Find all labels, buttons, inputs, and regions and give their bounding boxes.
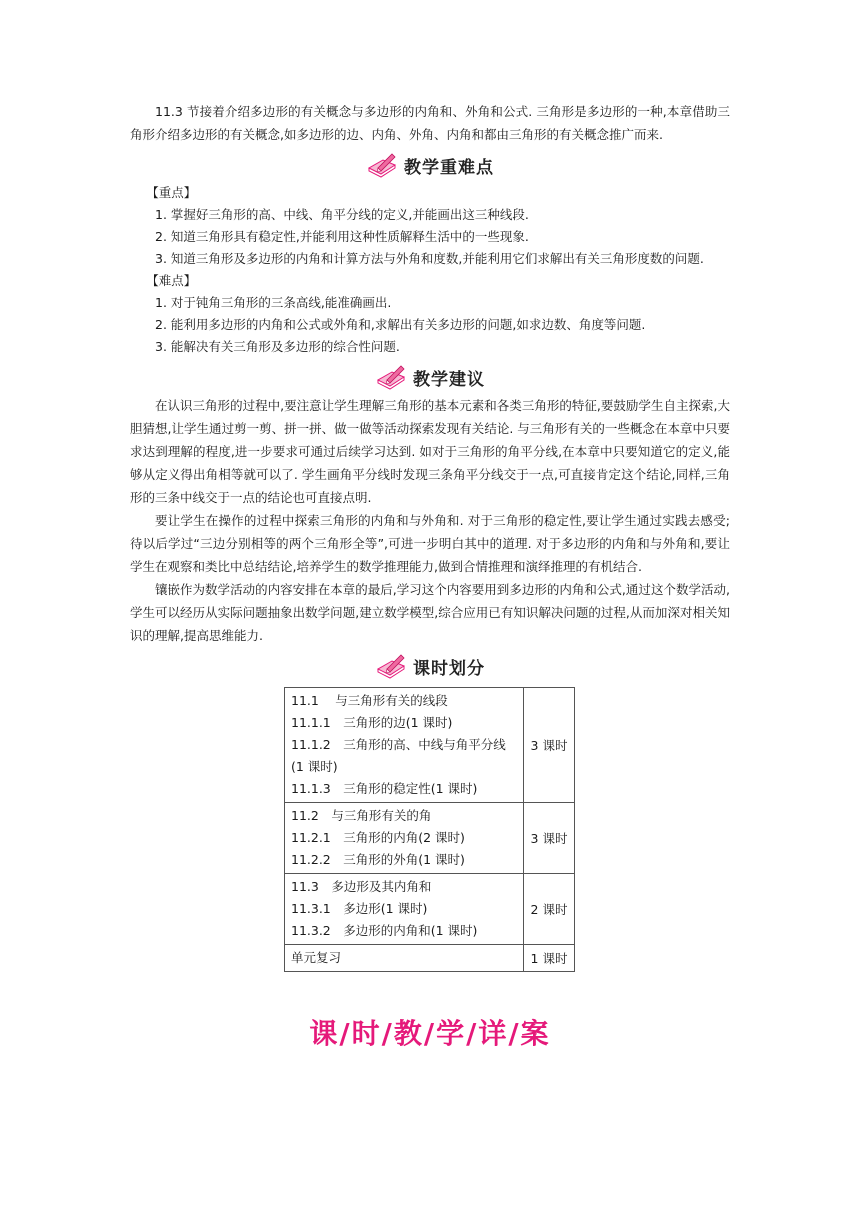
document-body <box>130 100 730 972</box>
table-cell-topics <box>285 803 524 874</box>
table-cell-hours: 1 课时 <box>524 945 575 972</box>
difficulties-label: 【难点】 <box>146 273 197 288</box>
topic-line: 11.3.2 多边形的内角和(1 课时) <box>291 923 478 938</box>
pencil-book-icon <box>366 152 398 178</box>
table-cell-hours: 2 课时 <box>524 874 575 945</box>
section-title: 教学重难点 <box>404 157 494 178</box>
table-cell-topics <box>285 688 524 803</box>
table-cell-hours: 3 课时 <box>524 803 575 874</box>
difficulty-item: 1. 对于钝角三角形的三条高线,能准确画出. <box>155 295 392 310</box>
difficulty-item: 3. 能解决有关三角形及多边形的综合性问题. <box>155 339 400 354</box>
key-point-item: 1. 掌握好三角形的高、中线、角平分线的定义,并能画出这三种线段. <box>155 207 529 222</box>
topic-line: 11.2 与三角形有关的角 <box>291 808 432 823</box>
suggestion-paragraph: 镶嵌作为数学活动的内容安排在本章的最后,学习这个内容要用到多边形的内角和公式,通过这个数学活动,学生可以经历从实际问题抽象出数学问题,建立数学模型,综合应用已有知识解决问题的过程,从而加深对相关知识的理解,提高思维能力. <box>130 582 730 643</box>
section-title: 课时划分 <box>413 658 485 679</box>
topic-line: 11.3.1 多边形(1 课时) <box>291 901 428 916</box>
section-heading-schedule <box>130 651 730 681</box>
table-cell-topics <box>285 874 524 945</box>
intro-paragraph: 11.3 节接着介绍多边形的有关概念与多边形的内角和、外角和公式. 三角形是多边形的一种,本章借助三角形介绍多边形的有关概念,如多边形的边、内角、外角、内角和都由三角形的有关概念推广而来. <box>130 104 730 142</box>
topic-line: 11.2.1 三角形的内角(2 课时) <box>291 830 465 845</box>
suggestion-paragraph: 在认识三角形的过程中,要注意让学生理解三角形的基本元素和各类三角形的特征,要鼓励学生自主探索,大胆猜想,让学生通过剪一剪、拼一拼、做一做等活动探索发现有关结论. 与三角形有关的一些概念在本章中只要求达到理解的程度,进一步要求可通过后续学习达到. 如对于三角形的角平分线,在本章中只要知道它的定义,能够从定义得出角相等就可以了. 学生画角平分线时发现三条角平分线交于一点,可直接肯定这个结论,同样,三角形的三条中线交于一点的结论也可直接点明. <box>130 398 730 505</box>
pencil-book-icon <box>375 364 407 390</box>
key-points-label: 【重点】 <box>146 185 197 200</box>
section-title: 教学建议 <box>413 369 485 390</box>
schedule-table <box>284 687 575 972</box>
table-row <box>285 803 575 874</box>
topic-line: 11.1.2 三角形的高、中线与角平分线(1 课时) <box>291 737 506 774</box>
table-row <box>285 945 575 972</box>
table-cell-topics <box>285 945 524 972</box>
pencil-book-icon <box>375 653 407 679</box>
footer-title: 课/时/教/学/详/案 <box>309 1017 551 1050</box>
section-heading-key-points <box>130 150 730 180</box>
topic-line: 11.1 与三角形有关的线段 <box>291 693 448 708</box>
table-cell-hours: 3 课时 <box>524 688 575 803</box>
key-point-item: 3. 知道三角形及多边形的内角和计算方法与外角和度数,并能利用它们求解出有关三角形度数的问题. <box>155 251 704 266</box>
topic-line: 11.2.2 三角形的外角(1 课时) <box>291 852 465 867</box>
topic-line: 单元复习 <box>291 950 342 965</box>
topic-line: 11.1.1 三角形的边(1 课时) <box>291 715 453 730</box>
difficulty-item: 2. 能利用多边形的内角和公式或外角和,求解出有关多边形的问题,如求边数、角度等问题. <box>155 317 646 332</box>
key-point-item: 2. 知道三角形具有稳定性,并能利用这种性质解释生活中的一些现象. <box>155 229 529 244</box>
topic-line: 11.3 多边形及其内角和 <box>291 879 432 894</box>
table-row <box>285 874 575 945</box>
suggestion-paragraph: 要让学生在操作的过程中探索三角形的内角和与外角和. 对于三角形的稳定性,要让学生通过实践去感受;待以后学过“三边分别相等的两个三角形全等”,可进一步明白其中的道理. 对于多边形的内角和与外角和,要让学生在观察和类比中总结结论,培养学生的数学推理能力,做到合情推理和演绎推理的有机结合. <box>130 513 730 574</box>
section-heading-suggestions <box>130 362 730 392</box>
table-row <box>285 688 575 803</box>
topic-line: 11.1.3 三角形的稳定性(1 课时) <box>291 781 478 796</box>
